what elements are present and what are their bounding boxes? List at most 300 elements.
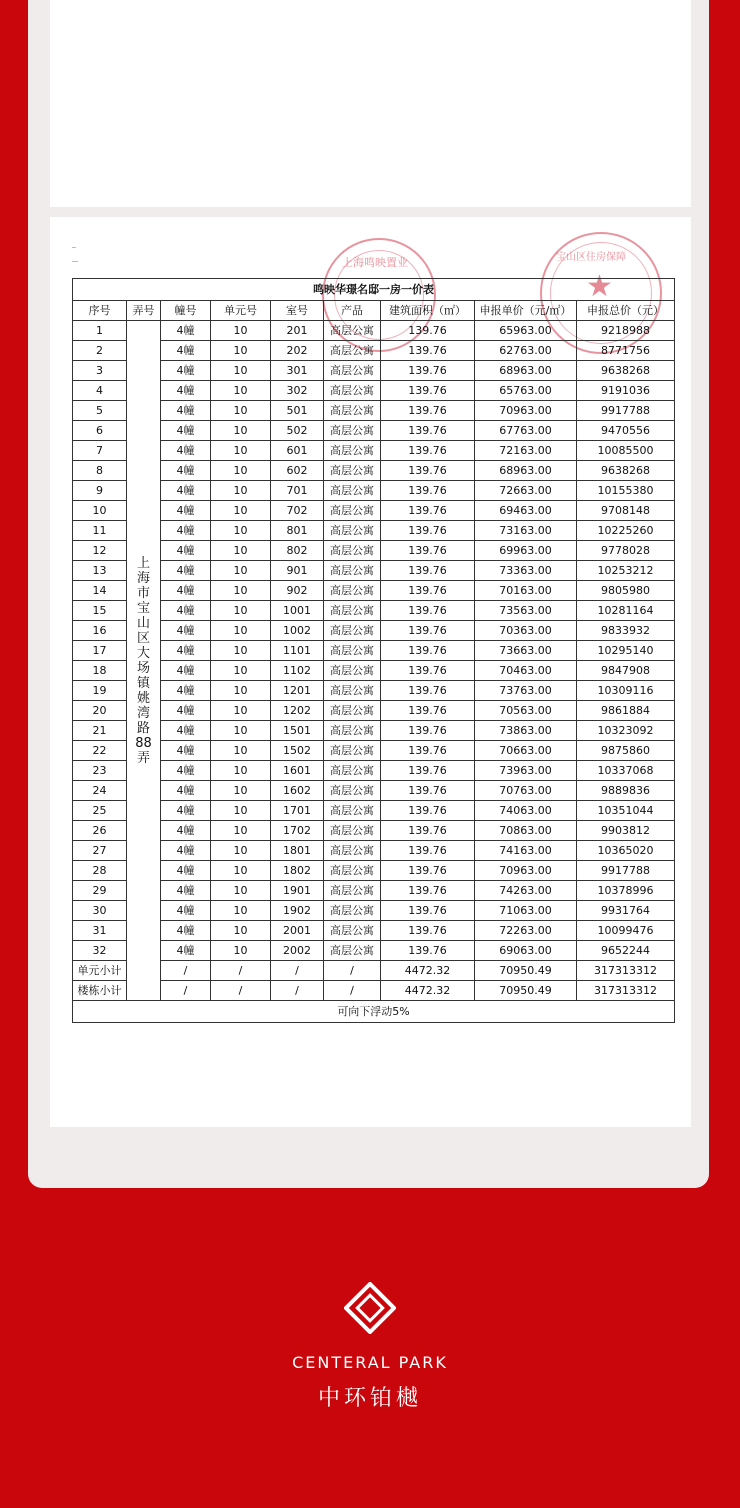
table-cell: 高层公寓 xyxy=(324,841,381,861)
table-cell: 9638268 xyxy=(577,361,675,381)
table-cell: 高层公寓 xyxy=(324,761,381,781)
table-cell: 高层公寓 xyxy=(324,641,381,661)
table-cell: 10 xyxy=(211,681,271,701)
table-cell: 10 xyxy=(211,781,271,801)
table-cell: 74263.00 xyxy=(475,881,577,901)
table-cell: 502 xyxy=(271,421,324,441)
table-cell: 67763.00 xyxy=(475,421,577,441)
table-cell: 4幢 xyxy=(161,421,211,441)
lane-address-char: 上 xyxy=(136,555,150,571)
subtotal-label: 单元小计 xyxy=(73,961,127,981)
table-cell: 73863.00 xyxy=(475,721,577,741)
table-cell: 1501 xyxy=(271,721,324,741)
table-cell: 20 xyxy=(73,701,127,721)
price-table-body xyxy=(73,279,675,1023)
table-cell: 139.76 xyxy=(381,321,475,341)
table-cell: 4幢 xyxy=(161,361,211,381)
table-row xyxy=(73,841,675,861)
table-cell: 高层公寓 xyxy=(324,321,381,341)
table-cell: 4幢 xyxy=(161,881,211,901)
table-cell: 1901 xyxy=(271,881,324,901)
scan-mark xyxy=(72,261,78,262)
table-cell: 9889836 xyxy=(577,781,675,801)
table-cell: 10 xyxy=(211,601,271,621)
table-row xyxy=(73,621,675,641)
table-cell: 10323092 xyxy=(577,721,675,741)
table-cell: 1902 xyxy=(271,901,324,921)
table-cell: 9917788 xyxy=(577,401,675,421)
table-cell: 901 xyxy=(271,561,324,581)
footnote: 可向下浮动5% xyxy=(73,1001,675,1023)
table-cell: 501 xyxy=(271,401,324,421)
table-cell: 139.76 xyxy=(381,701,475,721)
table-cell: 2 xyxy=(73,341,127,361)
column-header: 单元号 xyxy=(211,301,271,321)
table-cell: 5 xyxy=(73,401,127,421)
table-cell: 10378996 xyxy=(577,881,675,901)
table-cell: 139.76 xyxy=(381,601,475,621)
table-cell: 1701 xyxy=(271,801,324,821)
logo-icon xyxy=(344,1282,396,1334)
table-cell: 10 xyxy=(211,941,271,961)
table-cell: 65763.00 xyxy=(475,381,577,401)
table-cell: 10 xyxy=(211,501,271,521)
table-cell: 4幢 xyxy=(161,501,211,521)
table-cell: 高层公寓 xyxy=(324,341,381,361)
table-cell: 139.76 xyxy=(381,761,475,781)
table-cell: 9917788 xyxy=(577,861,675,881)
table-row xyxy=(73,721,675,741)
table-cell: 1502 xyxy=(271,741,324,761)
table-cell: 9903812 xyxy=(577,821,675,841)
subtotal-row xyxy=(73,981,675,1001)
table-cell: 9805980 xyxy=(577,581,675,601)
table-cell: 高层公寓 xyxy=(324,741,381,761)
table-cell: 10 xyxy=(211,461,271,481)
table-row xyxy=(73,861,675,881)
document-page-previous xyxy=(50,0,691,207)
table-cell: 139.76 xyxy=(381,461,475,481)
table-row xyxy=(73,901,675,921)
table-row xyxy=(73,941,675,961)
table-cell: 9833932 xyxy=(577,621,675,641)
table-cell: 高层公寓 xyxy=(324,941,381,961)
table-cell: 高层公寓 xyxy=(324,661,381,681)
table-cell: 10253212 xyxy=(577,561,675,581)
table-row xyxy=(73,761,675,781)
table-cell: 10085500 xyxy=(577,441,675,461)
table-cell: 10 xyxy=(73,501,127,521)
brand-name-zh: 中环铂樾 xyxy=(317,1386,422,1411)
table-cell: 139.76 xyxy=(381,741,475,761)
table-title: 鸣映华璟名邸一房一价表 xyxy=(73,279,675,301)
table-row xyxy=(73,541,675,561)
table-cell: 139.76 xyxy=(381,781,475,801)
table-cell: 10225260 xyxy=(577,521,675,541)
table-cell: 73163.00 xyxy=(475,521,577,541)
table-cell: 139.76 xyxy=(381,821,475,841)
table-cell: 72263.00 xyxy=(475,921,577,941)
table-cell: 139.76 xyxy=(381,921,475,941)
table-row xyxy=(73,321,675,341)
table-cell: 1101 xyxy=(271,641,324,661)
lane-address-char: 镇 xyxy=(136,675,150,691)
table-cell: 8771756 xyxy=(577,341,675,361)
table-cell: 70950.49 xyxy=(475,961,577,981)
table-cell: 4幢 xyxy=(161,321,211,341)
table-cell: 139.76 xyxy=(381,681,475,701)
table-cell: 高层公寓 xyxy=(324,821,381,841)
table-cell: 10 xyxy=(211,841,271,861)
table-cell: 139.76 xyxy=(381,361,475,381)
table-cell: 高层公寓 xyxy=(324,401,381,421)
table-cell: 高层公寓 xyxy=(324,701,381,721)
column-header: 申报总价（元） xyxy=(577,301,675,321)
table-cell: 1202 xyxy=(271,701,324,721)
table-cell: / xyxy=(161,961,211,981)
table-cell: 69463.00 xyxy=(475,501,577,521)
table-row xyxy=(73,361,675,381)
table-row xyxy=(73,601,675,621)
table-cell: 21 xyxy=(73,721,127,741)
table-cell: 22 xyxy=(73,741,127,761)
table-row xyxy=(73,441,675,461)
seal-text: 宝山区住房保障 xyxy=(556,252,626,263)
table-cell: 13 xyxy=(73,561,127,581)
table-cell: 19 xyxy=(73,681,127,701)
table-cell: 602 xyxy=(271,461,324,481)
table-cell: 139.76 xyxy=(381,421,475,441)
table-cell: 4幢 xyxy=(161,401,211,421)
table-row xyxy=(73,481,675,501)
table-cell: 10 xyxy=(211,521,271,541)
table-cell: 高层公寓 xyxy=(324,901,381,921)
table-cell: 11 xyxy=(73,521,127,541)
table-cell: / xyxy=(211,961,271,981)
table-cell: 27 xyxy=(73,841,127,861)
table-row xyxy=(73,521,675,541)
table-cell: 62763.00 xyxy=(475,341,577,361)
table-cell: 1001 xyxy=(271,601,324,621)
table-cell: 10 xyxy=(211,801,271,821)
table-cell: 139.76 xyxy=(381,641,475,661)
table-cell: 1602 xyxy=(271,781,324,801)
lane-address-char: 弄 xyxy=(136,750,150,766)
table-cell: 73563.00 xyxy=(475,601,577,621)
table-cell: 10 xyxy=(211,861,271,881)
table-cell: 10155380 xyxy=(577,481,675,501)
table-cell: 702 xyxy=(271,501,324,521)
table-cell: 10295140 xyxy=(577,641,675,661)
lane-address-char: 山 xyxy=(136,615,150,631)
table-row xyxy=(73,641,675,661)
table-cell: 801 xyxy=(271,521,324,541)
table-cell: 139.76 xyxy=(381,481,475,501)
table-row xyxy=(73,581,675,601)
table-cell: 32 xyxy=(73,941,127,961)
table-cell: 3 xyxy=(73,361,127,381)
table-cell: 10 xyxy=(211,701,271,721)
table-cell: 4幢 xyxy=(161,461,211,481)
table-cell: 139.76 xyxy=(381,441,475,461)
table-cell: 139.76 xyxy=(381,541,475,561)
column-header: 室号 xyxy=(271,301,324,321)
table-cell: 10 xyxy=(211,341,271,361)
table-cell: 4幢 xyxy=(161,481,211,501)
table-cell: 69063.00 xyxy=(475,941,577,961)
table-cell: 69963.00 xyxy=(475,541,577,561)
table-cell: 65963.00 xyxy=(475,321,577,341)
table-cell: 4幢 xyxy=(161,581,211,601)
table-cell: 12 xyxy=(73,541,127,561)
table-cell: 301 xyxy=(271,361,324,381)
table-cell: 4幢 xyxy=(161,621,211,641)
lane-address-char: 湾 xyxy=(136,705,150,721)
table-cell: 139.76 xyxy=(381,381,475,401)
table-cell: 139.76 xyxy=(381,501,475,521)
table-cell: 17 xyxy=(73,641,127,661)
table-row xyxy=(73,661,675,681)
star-icon: ★ xyxy=(586,269,613,304)
table-cell: 15 xyxy=(73,601,127,621)
table-row xyxy=(73,921,675,941)
subtotal-row xyxy=(73,961,675,981)
seal-text: 上海鸣映置业 xyxy=(342,256,408,269)
table-cell: 10 xyxy=(211,901,271,921)
lane-address-char: 场 xyxy=(136,660,150,676)
table-cell: 高层公寓 xyxy=(324,481,381,501)
table-cell: 70950.49 xyxy=(475,981,577,1001)
table-cell: 2001 xyxy=(271,921,324,941)
table-cell: 139.76 xyxy=(381,621,475,641)
table-cell: 139.76 xyxy=(381,581,475,601)
brand-name-en: CENTERAL PARK xyxy=(292,1353,448,1372)
table-cell: 73663.00 xyxy=(475,641,577,661)
table-cell: 70663.00 xyxy=(475,741,577,761)
table-cell: 25 xyxy=(73,801,127,821)
table-cell: 1002 xyxy=(271,621,324,641)
table-cell: 7 xyxy=(73,441,127,461)
table-cell: 4幢 xyxy=(161,941,211,961)
subtotal-label: 楼栋小计 xyxy=(73,981,127,1001)
table-cell: 31 xyxy=(73,921,127,941)
table-row xyxy=(73,501,675,521)
table-cell: 4幢 xyxy=(161,441,211,461)
table-cell: 4幢 xyxy=(161,821,211,841)
table-cell: 4幢 xyxy=(161,341,211,361)
table-cell: 1801 xyxy=(271,841,324,861)
table-cell: 4幢 xyxy=(161,801,211,821)
table-cell: 4 xyxy=(73,381,127,401)
column-header: 申报单价（元/㎡） xyxy=(475,301,577,321)
table-cell: / xyxy=(271,981,324,1001)
table-cell: 9861884 xyxy=(577,701,675,721)
table-cell: 10 xyxy=(211,421,271,441)
table-cell: 74163.00 xyxy=(475,841,577,861)
table-cell: 70763.00 xyxy=(475,781,577,801)
table-cell: 4幢 xyxy=(161,861,211,881)
table-cell: 4幢 xyxy=(161,701,211,721)
table-cell: 317313312 xyxy=(577,981,675,1001)
table-cell: 9191036 xyxy=(577,381,675,401)
table-cell: 4幢 xyxy=(161,681,211,701)
column-header: 序号 xyxy=(73,301,127,321)
table-row xyxy=(73,821,675,841)
table-cell: 26 xyxy=(73,821,127,841)
table-row xyxy=(73,341,675,361)
table-cell: 高层公寓 xyxy=(324,501,381,521)
table-cell: 4幢 xyxy=(161,381,211,401)
table-cell: 4幢 xyxy=(161,641,211,661)
table-cell: 1802 xyxy=(271,861,324,881)
table-row xyxy=(73,421,675,441)
table-cell: 29 xyxy=(73,881,127,901)
table-cell: 高层公寓 xyxy=(324,921,381,941)
table-cell: 68963.00 xyxy=(475,461,577,481)
table-row xyxy=(73,381,675,401)
table-cell: 10 xyxy=(211,821,271,841)
table-cell: 70563.00 xyxy=(475,701,577,721)
lane-address-char: 大 xyxy=(136,645,150,661)
table-cell: 139.76 xyxy=(381,941,475,961)
table-cell: 高层公寓 xyxy=(324,581,381,601)
table-cell: 10099476 xyxy=(577,921,675,941)
table-cell: 317313312 xyxy=(577,961,675,981)
table-cell: 10 xyxy=(211,881,271,901)
table-cell: / xyxy=(211,981,271,1001)
table-cell: 8 xyxy=(73,461,127,481)
table-cell: 10 xyxy=(211,381,271,401)
column-header: 产品 xyxy=(324,301,381,321)
table-cell: 71063.00 xyxy=(475,901,577,921)
table-cell: 4幢 xyxy=(161,541,211,561)
lane-address-char: 海 xyxy=(136,570,150,586)
table-cell: 139.76 xyxy=(381,521,475,541)
table-cell: 4472.32 xyxy=(381,981,475,1001)
table-cell: 4幢 xyxy=(161,841,211,861)
table-cell: 902 xyxy=(271,581,324,601)
table-cell: 139.76 xyxy=(381,561,475,581)
table-cell: 72663.00 xyxy=(475,481,577,501)
table-cell: 高层公寓 xyxy=(324,861,381,881)
table-cell: 10 xyxy=(211,661,271,681)
table-cell: 139.76 xyxy=(381,401,475,421)
table-cell: 高层公寓 xyxy=(324,721,381,741)
table-cell: 4幢 xyxy=(161,661,211,681)
table-cell: 28 xyxy=(73,861,127,881)
table-row xyxy=(73,401,675,421)
table-cell: 10 xyxy=(211,481,271,501)
table-cell: 701 xyxy=(271,481,324,501)
table-cell: 4幢 xyxy=(161,601,211,621)
table-cell: 1 xyxy=(73,321,127,341)
table-cell: 10 xyxy=(211,721,271,741)
table-cell: 10 xyxy=(211,761,271,781)
table-cell: 9638268 xyxy=(577,461,675,481)
table-row xyxy=(73,561,675,581)
table-cell: 70963.00 xyxy=(475,401,577,421)
table-cell: / xyxy=(324,981,381,1001)
table-cell: 73363.00 xyxy=(475,561,577,581)
table-cell: 23 xyxy=(73,761,127,781)
table-cell: 高层公寓 xyxy=(324,361,381,381)
lane-address-cell xyxy=(127,321,161,1001)
table-cell: 9 xyxy=(73,481,127,501)
table-cell: 高层公寓 xyxy=(324,881,381,901)
table-cell: 10 xyxy=(211,561,271,581)
table-cell: 68963.00 xyxy=(475,361,577,381)
table-cell: 1201 xyxy=(271,681,324,701)
table-row xyxy=(73,701,675,721)
table-cell: 9875860 xyxy=(577,741,675,761)
table-cell: 4幢 xyxy=(161,721,211,741)
table-cell: 9847908 xyxy=(577,661,675,681)
table-cell: 1102 xyxy=(271,661,324,681)
table-cell: 16 xyxy=(73,621,127,641)
table-cell: 高层公寓 xyxy=(324,421,381,441)
table-cell: 9931764 xyxy=(577,901,675,921)
table-cell: 10 xyxy=(211,921,271,941)
table-cell: 139.76 xyxy=(381,901,475,921)
table-cell: / xyxy=(271,961,324,981)
table-cell: 30 xyxy=(73,901,127,921)
table-title-row xyxy=(73,279,675,301)
table-cell: 9470556 xyxy=(577,421,675,441)
table-cell: 高层公寓 xyxy=(324,461,381,481)
table-row xyxy=(73,681,675,701)
table-cell: 70363.00 xyxy=(475,621,577,641)
table-cell: 4幢 xyxy=(161,901,211,921)
table-cell: / xyxy=(161,981,211,1001)
table-cell: 10309116 xyxy=(577,681,675,701)
table-cell: 139.76 xyxy=(381,341,475,361)
table-cell: 73963.00 xyxy=(475,761,577,781)
table-cell: 72163.00 xyxy=(475,441,577,461)
table-cell: 10 xyxy=(211,621,271,641)
table-cell: 802 xyxy=(271,541,324,561)
table-cell: 高层公寓 xyxy=(324,521,381,541)
scan-mark xyxy=(72,247,76,248)
table-cell: 高层公寓 xyxy=(324,621,381,641)
lane-address-char: 宝 xyxy=(136,600,150,616)
lane-address-char: 区 xyxy=(136,630,150,646)
table-cell: 139.76 xyxy=(381,801,475,821)
table-cell: 高层公寓 xyxy=(324,441,381,461)
table-cell: 4幢 xyxy=(161,521,211,541)
table-cell: 139.76 xyxy=(381,881,475,901)
lane-address-char: 路 xyxy=(136,720,150,736)
column-header: 建筑面积（㎡） xyxy=(381,301,475,321)
table-row xyxy=(73,881,675,901)
table-cell: 10 xyxy=(211,361,271,381)
table-cell: 70963.00 xyxy=(475,861,577,881)
footnote-row xyxy=(73,1001,675,1023)
table-cell: 9708148 xyxy=(577,501,675,521)
table-cell: 73763.00 xyxy=(475,681,577,701)
table-cell: 302 xyxy=(271,381,324,401)
lane-address-char: 姚 xyxy=(136,690,150,706)
lane-address-char: 88 xyxy=(135,735,152,751)
table-header-row xyxy=(73,301,675,321)
table-cell: 9652244 xyxy=(577,941,675,961)
table-row xyxy=(73,801,675,821)
table-cell: 6 xyxy=(73,421,127,441)
column-header: 弄号 xyxy=(127,301,161,321)
column-header: 幢号 xyxy=(161,301,211,321)
table-cell: 10 xyxy=(211,321,271,341)
table-cell: 高层公寓 xyxy=(324,381,381,401)
table-cell: 139.76 xyxy=(381,861,475,881)
